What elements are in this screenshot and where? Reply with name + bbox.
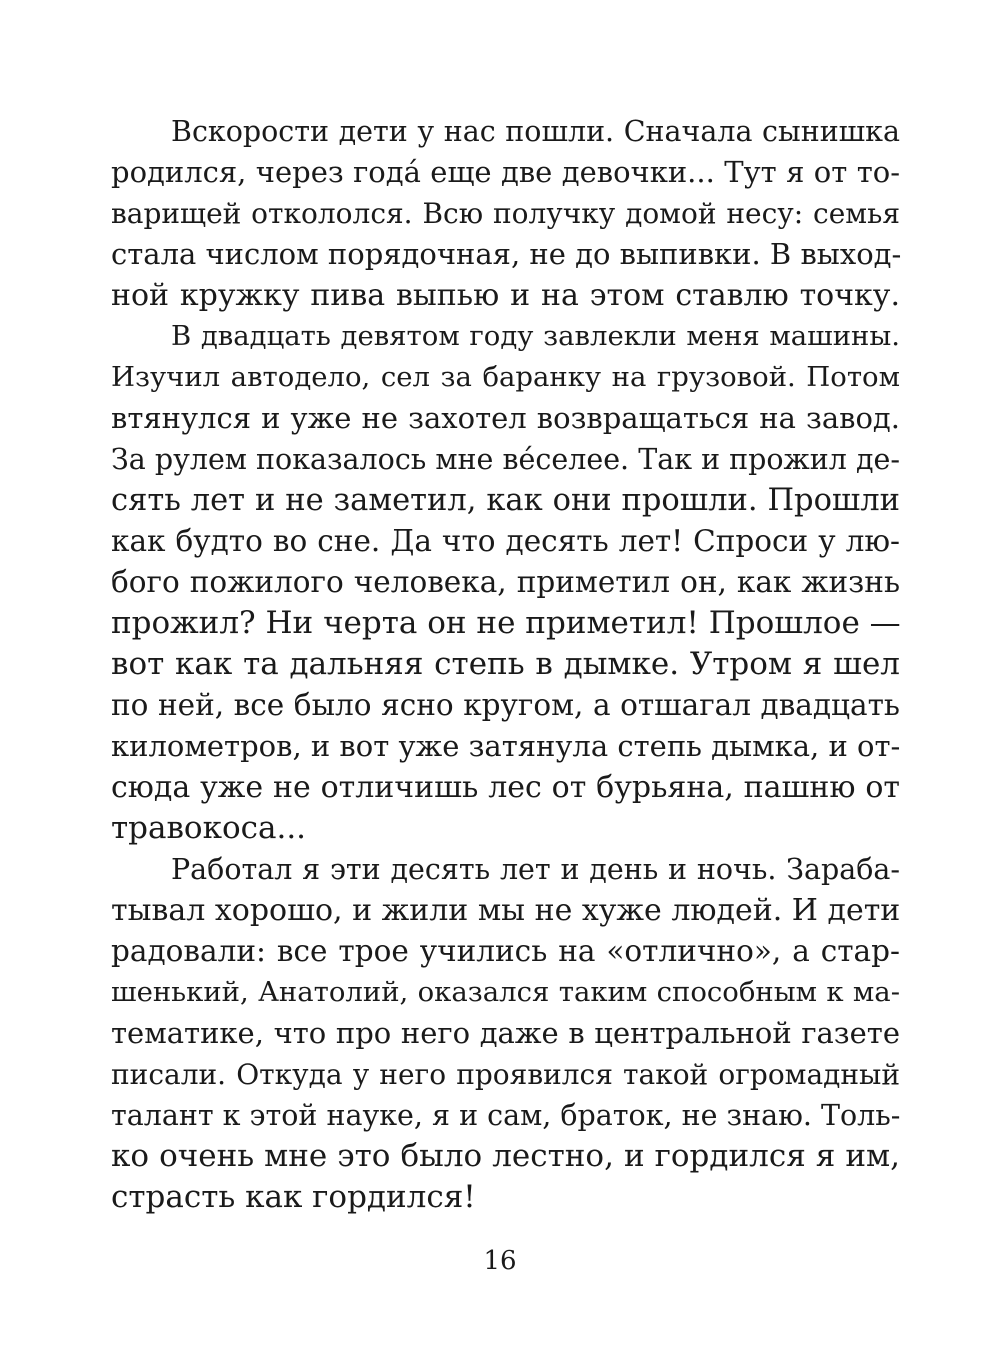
text-line: прожил? Ни черта он не приметил! Прошлое — bbox=[111, 605, 901, 641]
text-line: ной кружку пива выпью и на этом ставлю точку. bbox=[111, 278, 900, 313]
text-line: шенький, Анатолий, оказался таким способным к ма- bbox=[111, 976, 900, 1008]
text-line: тематике, что про него даже в центральной газете bbox=[111, 1016, 900, 1050]
text-line: радовали: все трое учились на «отлично», а стар- bbox=[111, 934, 900, 968]
text-line: травокоса... bbox=[111, 810, 307, 846]
body-text bbox=[111, 111, 900, 1218]
text-line: тывал хорошо, и жили мы не хуже людей. И дети bbox=[111, 893, 901, 928]
paragraph-3 bbox=[111, 849, 900, 1218]
paragraph-2 bbox=[111, 316, 900, 849]
text-line: Изучил автодело, сел за баранку на грузовой. Потом bbox=[111, 361, 900, 393]
text-line: писали. Откуда у него проявился такой огромадный bbox=[111, 1058, 900, 1091]
text-line: вот как та дальняя степь в дымке. Утром я шел bbox=[111, 646, 900, 682]
text-line: стала числом порядочная, не до выпивки. В выход- bbox=[111, 237, 902, 271]
text-line: километров, и вот уже затянула степь дымка, и от- bbox=[111, 729, 901, 763]
text-line: ко очень мне это было лестно, и гордился я им, bbox=[111, 1138, 900, 1174]
text-line: За рулем показалось мне ве́селее. Так и прожил де- bbox=[111, 443, 900, 476]
text-line: сять лет и не заметил, как они прошли. Прошли bbox=[111, 483, 900, 518]
text-line: сюда уже не отличишь лес от бурьяна, пашню от bbox=[111, 770, 900, 805]
text-line: по ней, все было ясно кругом, а отшагал двадцать bbox=[111, 688, 900, 722]
text-line: В двадцать девятом году завлекли меня машины. bbox=[171, 320, 900, 352]
text-line: талант к этой науке, я и сам, браток, не знаю. Толь- bbox=[111, 1099, 901, 1132]
text-line: как будто во сне. Да что десять лет! Спроси у лю- bbox=[111, 524, 900, 558]
text-line: Работал я эти десять лет и день и ночь. Зараба- bbox=[171, 853, 900, 886]
text-line: страсть как гордился! bbox=[111, 1179, 476, 1215]
text-line: втянулся и уже не захотел возвращаться на завод. bbox=[111, 401, 900, 435]
paragraph-1 bbox=[111, 111, 900, 316]
text-line: варищей откололся. Всю получку домой несу: семья bbox=[111, 197, 900, 230]
page-number: 16 bbox=[483, 1246, 517, 1276]
text-line: бого пожилого человека, приметил он, как жизнь bbox=[111, 565, 900, 599]
text-line: Вскорости дети у нас пошли. Сначала сынишка bbox=[171, 115, 900, 148]
text-line: родился, через года́ еще две девочки... Тут я от то- bbox=[111, 155, 900, 189]
